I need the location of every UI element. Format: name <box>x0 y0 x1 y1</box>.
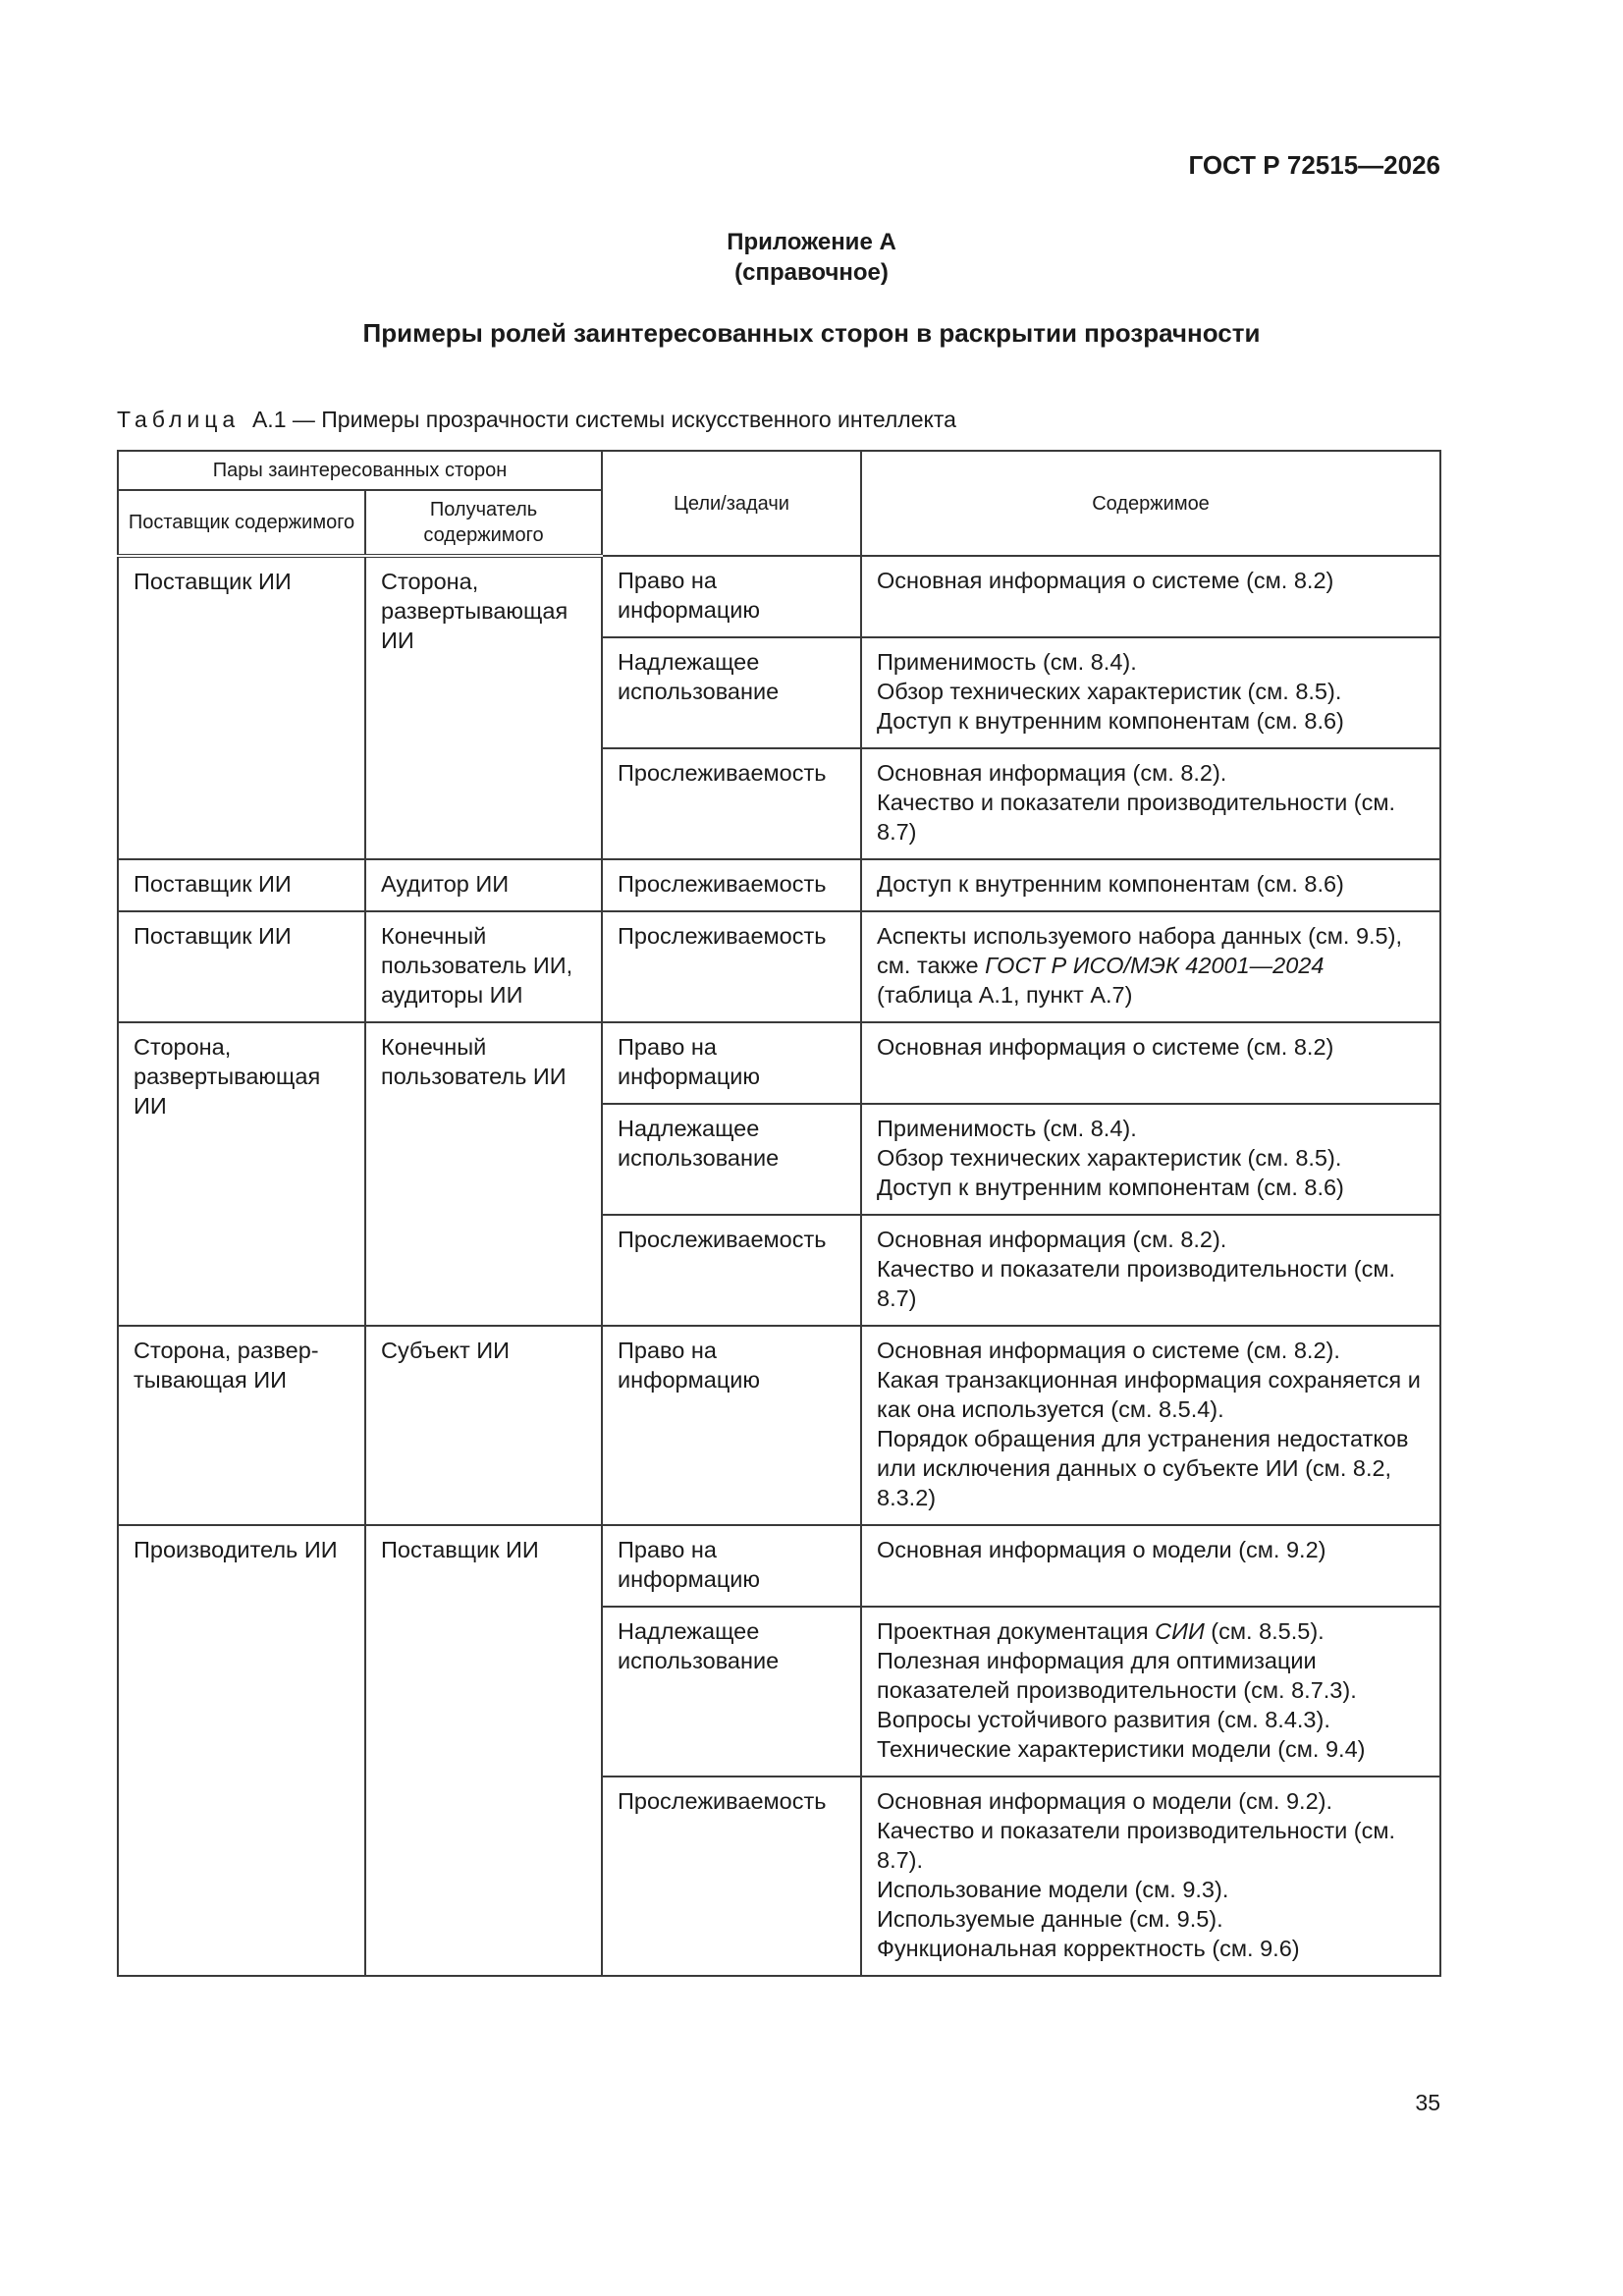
recipient-cell: Конечный пользователь ИИ, аудиторы ИИ <box>365 911 602 1022</box>
table-row <box>118 1525 1440 1607</box>
goal-cell: Прослеживаемость <box>602 1777 861 1976</box>
content-cell: Основная информация (см. 8.2). Качество и показатели производительности (см. 8.7) <box>861 748 1440 859</box>
recipient-cell: Конечный пользователь ИИ <box>365 1022 602 1326</box>
content-cell <box>861 1607 1440 1777</box>
content-text: Проектная документация <box>877 1618 1156 1644</box>
stakeholder-table <box>117 450 1441 1977</box>
goal-cell: Прослеживаемость <box>602 748 861 859</box>
content-text: (см. 8.5.5). Полезная информация для оптимизации показателей производительности (см. 8.7.3). Вопросы устойчивого развития (см. 8.4.3). Технические характеристики модели (см. 9.4) <box>877 1618 1366 1762</box>
content-reference: СИИ <box>1155 1618 1205 1644</box>
goal-cell: Право на информацию <box>602 1326 861 1525</box>
table-row <box>118 859 1440 911</box>
recipient-cell: Аудитор ИИ <box>365 859 602 911</box>
goal-cell: Надлежащее использование <box>602 1607 861 1777</box>
provider-cell: Поставщик ИИ <box>118 911 365 1022</box>
header-content: Содержимое <box>861 451 1440 556</box>
header-goals: Цели/задачи <box>602 451 861 556</box>
content-cell <box>861 911 1440 1022</box>
provider-cell: Поставщик ИИ <box>118 556 365 859</box>
table-caption <box>117 407 956 433</box>
provider-cell: Производитель ИИ <box>118 1525 365 1976</box>
provider-cell: Сторона, развер-тывающая ИИ <box>118 1326 365 1525</box>
content-cell: Основная информация о системе (см. 8.2) <box>861 1022 1440 1104</box>
goal-cell: Прослеживаемость <box>602 859 861 911</box>
content-cell: Применимость (см. 8.4). Обзор технических характеристик (см. 8.5). Доступ к внутренним компонентам (см. 8.6) <box>861 637 1440 748</box>
goal-cell: Надлежащее использование <box>602 1104 861 1215</box>
goal-cell: Право на информацию <box>602 1022 861 1104</box>
table-body <box>118 556 1440 1976</box>
table-row <box>118 1022 1440 1104</box>
content-cell: Основная информация о системе (см. 8.2). Какая транзакционная информация сохраняется и как она используется (см. 8.5.4). Порядок обращения для устранения недостатков или исключения данных о субъекте ИИ (см. 8.2, 8.3.2) <box>861 1326 1440 1525</box>
table-row <box>118 556 1440 637</box>
provider-cell: Поставщик ИИ <box>118 859 365 911</box>
annex-title-block <box>0 227 1623 288</box>
goal-cell: Право на информацию <box>602 556 861 637</box>
content-text: (таблица А.1, пункт А.7) <box>877 982 1133 1008</box>
goal-cell: Прослеживаемость <box>602 1215 861 1326</box>
content-reference: ГОСТ Р ИСО/МЭК 42001—2024 <box>985 953 1325 978</box>
goal-cell: Прослеживаемость <box>602 911 861 1022</box>
recipient-cell: Сторона, развертывающая ИИ <box>365 556 602 859</box>
content-cell: Основная информация о системе (см. 8.2) <box>861 556 1440 637</box>
content-cell: Основная информация (см. 8.2). Качество и показатели производительности (см. 8.7) <box>861 1215 1440 1326</box>
content-text: Аспекты используемого набора данных (см. 9.5), см. также <box>877 923 1402 978</box>
table-caption-text: А.1 — Примеры прозрачности системы искусственного интеллекта <box>251 407 956 432</box>
section-heading: Примеры ролей заинтересованных сторон в раскрытии прозрачности <box>362 318 1261 348</box>
recipient-cell: Поставщик ИИ <box>365 1525 602 1976</box>
standard-number: ГОСТ Р 72515—2026 <box>1188 150 1440 180</box>
provider-cell: Сторона, развертывающая ИИ <box>118 1022 365 1326</box>
annex-title: Приложение А <box>727 229 896 255</box>
goal-cell: Право на информацию <box>602 1525 861 1607</box>
content-cell: Основная информация о модели (см. 9.2) <box>861 1525 1440 1607</box>
content-cell: Основная информация о модели (см. 9.2). Качество и показатели производительности (см. 8.7). Использование модели (см. 9.3). Используемые данные (см. 9.5). Функциональная корректность (см. 9.6) <box>861 1777 1440 1976</box>
goal-cell: Надлежащее использование <box>602 637 861 748</box>
content-cell: Доступ к внутренним компонентам (см. 8.6) <box>861 859 1440 911</box>
header-provider: Поставщик содержимого <box>118 490 365 556</box>
content-cell: Применимость (см. 8.4). Обзор технических характеристик (см. 8.5). Доступ к внутренним компонентам (см. 8.6) <box>861 1104 1440 1215</box>
annex-note: (справочное) <box>734 259 889 286</box>
header-pairs: Пары заинтересованных сторон <box>118 451 602 490</box>
recipient-cell: Субъект ИИ <box>365 1326 602 1525</box>
table-row <box>118 1326 1440 1525</box>
table-row <box>118 911 1440 1022</box>
page-number: 35 <box>1415 2090 1440 2115</box>
header-recipient: Получатель содержимого <box>365 490 602 556</box>
table-caption-label: Таблица <box>117 407 241 432</box>
